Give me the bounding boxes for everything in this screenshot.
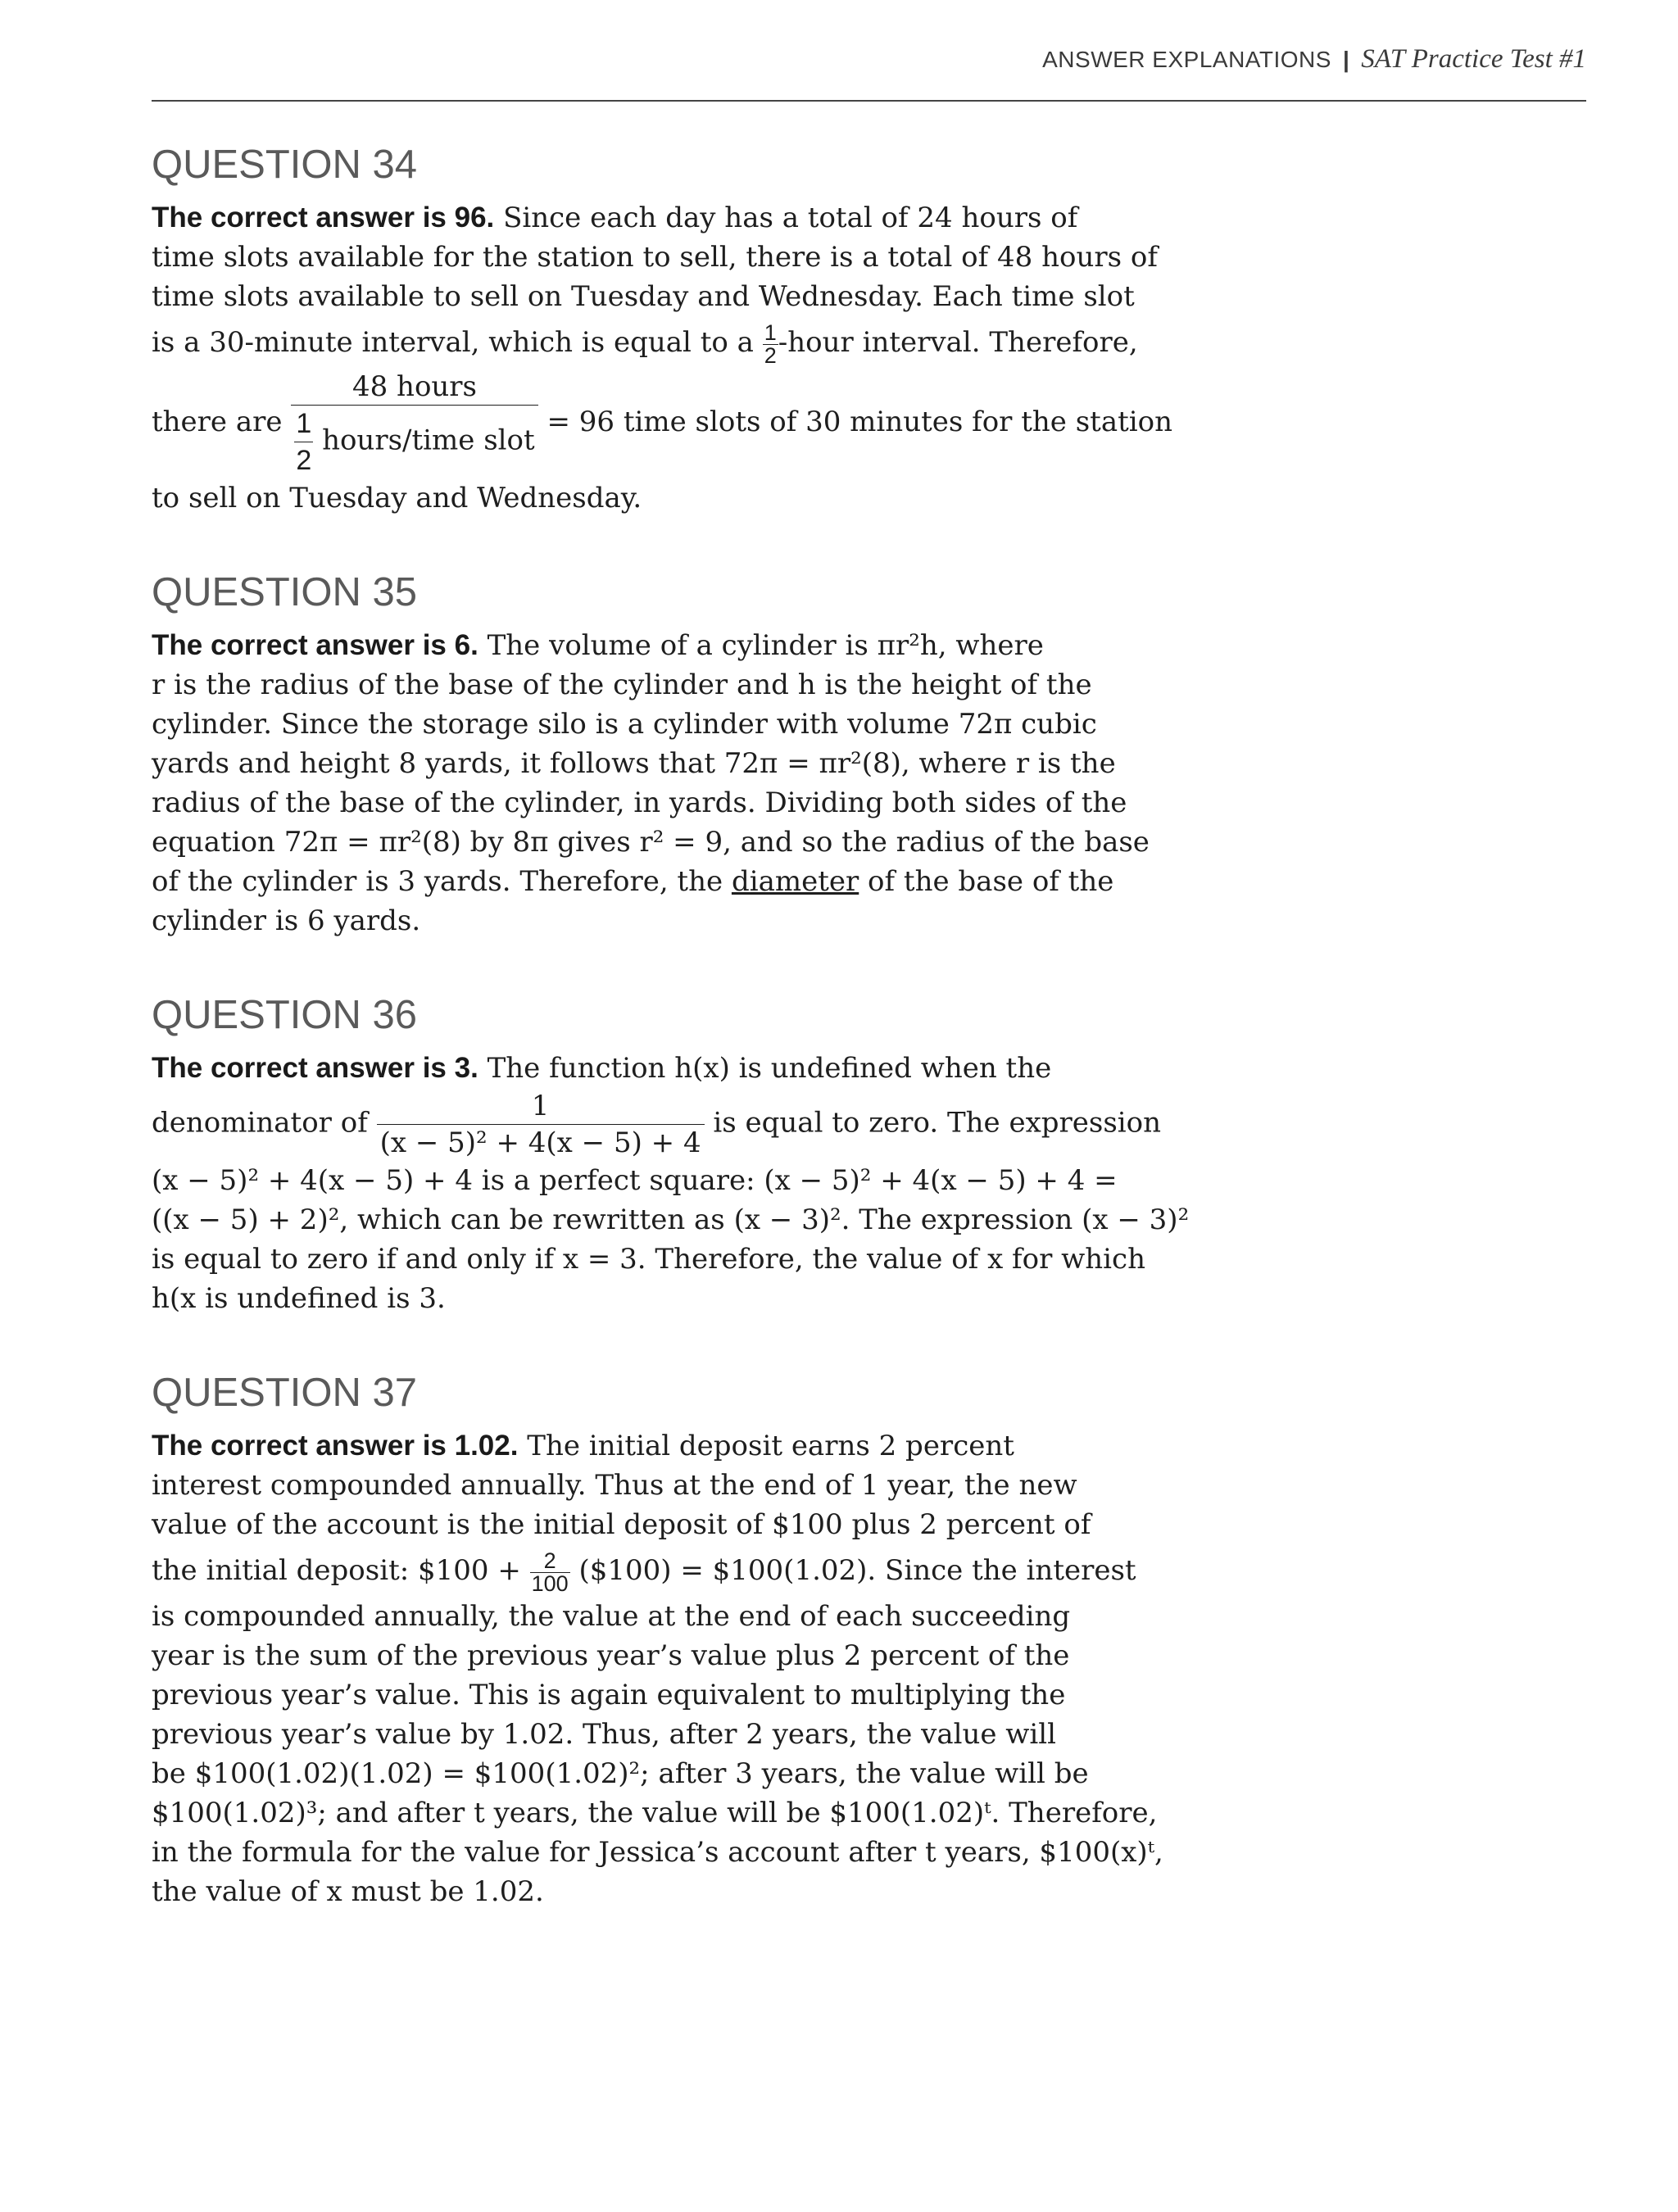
text-line: The function h(x) is undefined when the bbox=[478, 1052, 1052, 1085]
fraction-two-hundredths bbox=[530, 1550, 570, 1595]
question-36-title: QUESTION 36 bbox=[152, 993, 418, 1037]
fraction-denominator-text: hours/time slot bbox=[322, 424, 535, 457]
text-line: there are bbox=[152, 406, 292, 438]
text-line: = 96 time slots of 30 minutes for the station bbox=[537, 406, 1173, 438]
header-rule bbox=[152, 100, 1586, 102]
fraction-numerator: 1 bbox=[764, 320, 777, 345]
question-36-explanation bbox=[152, 1049, 1190, 1318]
text-line: is equal to zero if and only if x = 3. Therefore, the value of x for which bbox=[152, 1243, 1145, 1276]
text-line: in the formula for the value for Jessica’s account after t years, $100(x)ᵗ, bbox=[152, 1836, 1163, 1869]
header-separator: | bbox=[1342, 47, 1350, 72]
text-line: time slots available for the station to sell, there is a total of 48 hours of bbox=[152, 241, 1158, 274]
text-line: Since each day has a total of 24 hours of bbox=[494, 202, 1078, 234]
question-37 bbox=[152, 1367, 1163, 1911]
text-line: r is the radius of the base of the cylinder and h is the height of the bbox=[152, 669, 1092, 701]
question-37-explanation bbox=[152, 1426, 1163, 1911]
text-line: The volume of a cylinder is πr²h, where bbox=[478, 629, 1044, 662]
question-34-title: QUESTION 34 bbox=[152, 143, 418, 187]
text-line: previous year’s value. This is again equivalent to multiplying the bbox=[152, 1679, 1066, 1711]
text-line: interest compounded annually. Thus at the end of 1 year, the new bbox=[152, 1469, 1077, 1502]
text-line: ($100) = $100(1.02). Since the interest bbox=[569, 1554, 1136, 1587]
text-line: $100(1.02)³; and after t years, the value will be $100(1.02)ᵗ. Therefore, bbox=[152, 1797, 1158, 1829]
text-line: is compounded annually, the value at the end of each succeeding bbox=[152, 1600, 1071, 1633]
fraction-denominator: 100 bbox=[531, 1571, 569, 1596]
text-line: time slots available to sell on Tuesday and Wednesday. Each time slot bbox=[152, 280, 1135, 313]
fraction-slots bbox=[291, 369, 537, 478]
text-line: cylinder. Since the storage silo is a cylinder with volume 72π cubic bbox=[152, 708, 1097, 741]
text-line: denominator of bbox=[152, 1106, 377, 1140]
text-line: to sell on Tuesday and Wednesday. bbox=[152, 482, 642, 514]
text-line: the value of x must be 1.02. bbox=[152, 1875, 544, 1908]
question-35-explanation bbox=[152, 626, 1150, 941]
text-line: -hour interval. Therefore, bbox=[778, 326, 1138, 359]
text-line: radius of the base of the cylinder, in yards. Dividing both sides of the bbox=[152, 786, 1127, 819]
text-line: of the cylinder is 3 yards. Therefore, the bbox=[152, 865, 732, 898]
fraction-expression bbox=[377, 1088, 705, 1161]
main-content bbox=[152, 139, 1190, 1960]
text-line: equation 72π = πr²(8) by 8π gives r² = 9, and so the radius of the base bbox=[152, 826, 1150, 859]
text-line: value of the account is the initial deposit of $100 plus 2 percent of bbox=[152, 1508, 1091, 1541]
fraction-denominator bbox=[291, 406, 537, 478]
question-35-answer: The correct answer is 6. bbox=[152, 629, 478, 661]
fraction-numerator: 2 bbox=[530, 1550, 570, 1573]
question-36 bbox=[152, 990, 1190, 1318]
question-34 bbox=[152, 139, 1173, 518]
question-37-title: QUESTION 37 bbox=[152, 1371, 418, 1415]
text-line: The initial deposit earns 2 percent bbox=[518, 1430, 1014, 1462]
header-test-name: SAT Practice Test #1 bbox=[1361, 44, 1586, 74]
question-37-answer: The correct answer is 1.02. bbox=[152, 1430, 519, 1462]
text-line: (x − 5)² + 4(x − 5) + 4 is a perfect square: (x − 5)² + 4(x − 5) + 4 = bbox=[152, 1164, 1118, 1197]
text-line: ((x − 5) + 2)², which can be rewritten as (x − 3)². The expression (x − 3)² bbox=[152, 1203, 1190, 1236]
fraction-one-half bbox=[763, 322, 778, 367]
underlined-word: diameter bbox=[731, 865, 859, 898]
text-line: yards and height 8 yards, it follows that 72π = πr²(8), where r is the bbox=[152, 747, 1116, 780]
question-36-answer: The correct answer is 3. bbox=[152, 1052, 478, 1084]
question-35 bbox=[152, 567, 1150, 941]
fraction-numerator: 48 hours bbox=[291, 369, 537, 406]
text-line: is equal to zero. The expression bbox=[704, 1106, 1162, 1140]
text-line: be $100(1.02)(1.02) = $100(1.02)²; after 3 years, the value will be bbox=[152, 1757, 1089, 1790]
fraction-numerator: 1 bbox=[377, 1088, 705, 1125]
fraction-denominator: 2 bbox=[296, 445, 312, 476]
text-line: cylinder is 6 yards. bbox=[152, 904, 421, 937]
fraction-denominator: 2 bbox=[764, 342, 777, 368]
question-35-title: QUESTION 35 bbox=[152, 570, 418, 614]
text-line: h(x is undefined is 3. bbox=[152, 1282, 446, 1315]
text-line: previous year’s value by 1.02. Thus, after 2 years, the value will bbox=[152, 1718, 1057, 1751]
running-header bbox=[1042, 44, 1586, 75]
text-line: of the base of the bbox=[859, 865, 1114, 898]
question-34-explanation bbox=[152, 198, 1173, 518]
text-line: the initial deposit: $100 + bbox=[152, 1554, 530, 1587]
question-34-answer: The correct answer is 96. bbox=[152, 202, 495, 233]
fraction-denominator: (x − 5)² + 4(x − 5) + 4 bbox=[379, 1126, 701, 1159]
header-section: ANSWER EXPLANATIONS bbox=[1042, 47, 1331, 72]
text-line: is a 30-minute interval, which is equal to a bbox=[152, 326, 763, 359]
fraction-numerator: 1 bbox=[294, 406, 313, 442]
text-line: year is the sum of the previous year’s value plus 2 percent of the bbox=[152, 1639, 1070, 1672]
fraction-one-half bbox=[294, 406, 313, 478]
